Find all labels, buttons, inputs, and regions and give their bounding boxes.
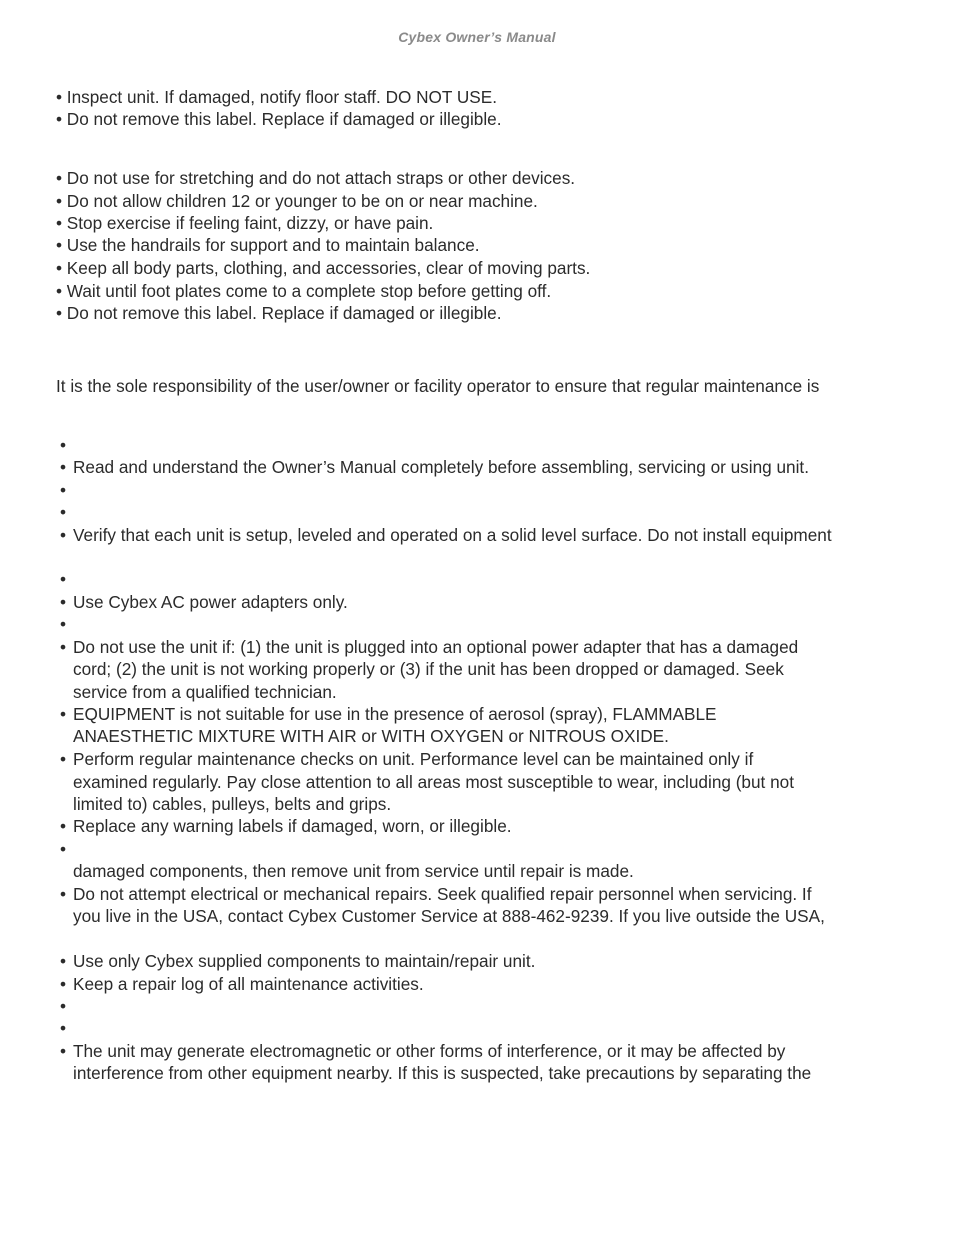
label-line: • Do not allow children 12 or younger to be on or near machine.: [56, 191, 538, 211]
list-item-continuation: interference from other equipment nearby. If this is suspected, take precautions by separating the: [73, 1063, 812, 1083]
bullet: •: [60, 1018, 67, 1038]
bullet: •: [60, 502, 67, 522]
list-item-continuation: service from a qualified technician.: [73, 682, 337, 702]
list-item: The unit may generate electromagnetic or other forms of interference, or it may be affected by: [73, 1041, 786, 1061]
list-item: Use only Cybex supplied components to maintain/repair unit.: [73, 951, 536, 971]
bullet: •: [60, 816, 67, 836]
label-line: • Keep all body parts, clothing, and accessories, clear of moving parts.: [56, 258, 591, 278]
list-item-continuation: ANAESTHETIC MIXTURE WITH AIR or WITH OXYGEN or NITROUS OXIDE.: [73, 726, 669, 746]
list-item: Do not use the unit if: (1) the unit is plugged into an optional power adapter that has a damaged: [73, 637, 799, 657]
bullet: •: [60, 704, 67, 724]
label-line: • Wait until foot plates come to a complete stop before getting off.: [56, 281, 552, 301]
list-item-continuation: examined regularly. Pay close attention to all areas most susceptible to wear, including (but not: [73, 772, 794, 792]
bullet: •: [60, 592, 67, 612]
bullet: •: [60, 614, 67, 634]
label-line: • Stop exercise if feeling faint, dizzy, or have pain.: [56, 213, 434, 233]
list-item-continuation: limited to) cables, pulleys, belts and grips.: [73, 794, 392, 814]
list-item: Perform regular maintenance checks on unit. Performance level can be maintained only if: [73, 749, 754, 769]
bullet: •: [60, 1041, 67, 1061]
bullet: •: [60, 996, 67, 1016]
label-line: • Do not remove this label. Replace if damaged or illegible.: [56, 303, 502, 323]
list-item: Verify that each unit is setup, leveled and operated on a solid level surface. Do not install equipment: [73, 525, 832, 545]
list-item: Use Cybex AC power adapters only.: [73, 592, 348, 612]
bullet: •: [60, 637, 67, 657]
page-header: Cybex Owner’s Manual: [398, 29, 556, 45]
list-item: EQUIPMENT is not suitable for use in the presence of aerosol (spray), FLAMMABLE: [73, 704, 717, 724]
bullet: •: [60, 569, 67, 589]
list-item: Do not attempt electrical or mechanical repairs. Seek qualified repair personnel when servicing. If: [73, 884, 812, 904]
bullet: •: [60, 457, 67, 477]
label-line: • Do not use for stretching and do not attach straps or other devices.: [56, 168, 576, 188]
list-item: Replace any warning labels if damaged, worn, or illegible.: [73, 816, 512, 836]
responsibility-paragraph: It is the sole responsibility of the user/owner or facility operator to ensure that regular maintenance is: [56, 376, 820, 396]
list-item: Read and understand the Owner’s Manual completely before assembling, servicing or using unit.: [73, 457, 809, 477]
list-item-continuation: cord; (2) the unit is not working properly or (3) if the unit has been dropped or damaged. Seek: [73, 659, 784, 679]
bullet: •: [60, 749, 67, 769]
bullet: •: [60, 951, 67, 971]
bullet: •: [60, 480, 67, 500]
label-line: • Use the handrails for support and to maintain balance.: [56, 235, 480, 255]
label-line: • Inspect unit. If damaged, notify floor staff. DO NOT USE.: [56, 87, 497, 107]
bullet: •: [60, 525, 67, 545]
bullet: •: [60, 435, 67, 455]
list-item-continuation: you live in the USA, contact Cybex Customer Service at 888-462-9239. If you live outside the USA,: [73, 906, 825, 926]
list-item: Keep a repair log of all maintenance activities.: [73, 974, 424, 994]
label-line: • Do not remove this label. Replace if damaged or illegible.: [56, 109, 502, 129]
list-item-continuation: damaged components, then remove unit from service until repair is made.: [73, 861, 634, 881]
bullet: •: [60, 839, 67, 859]
bullet: •: [60, 884, 67, 904]
bullet: •: [60, 974, 67, 994]
